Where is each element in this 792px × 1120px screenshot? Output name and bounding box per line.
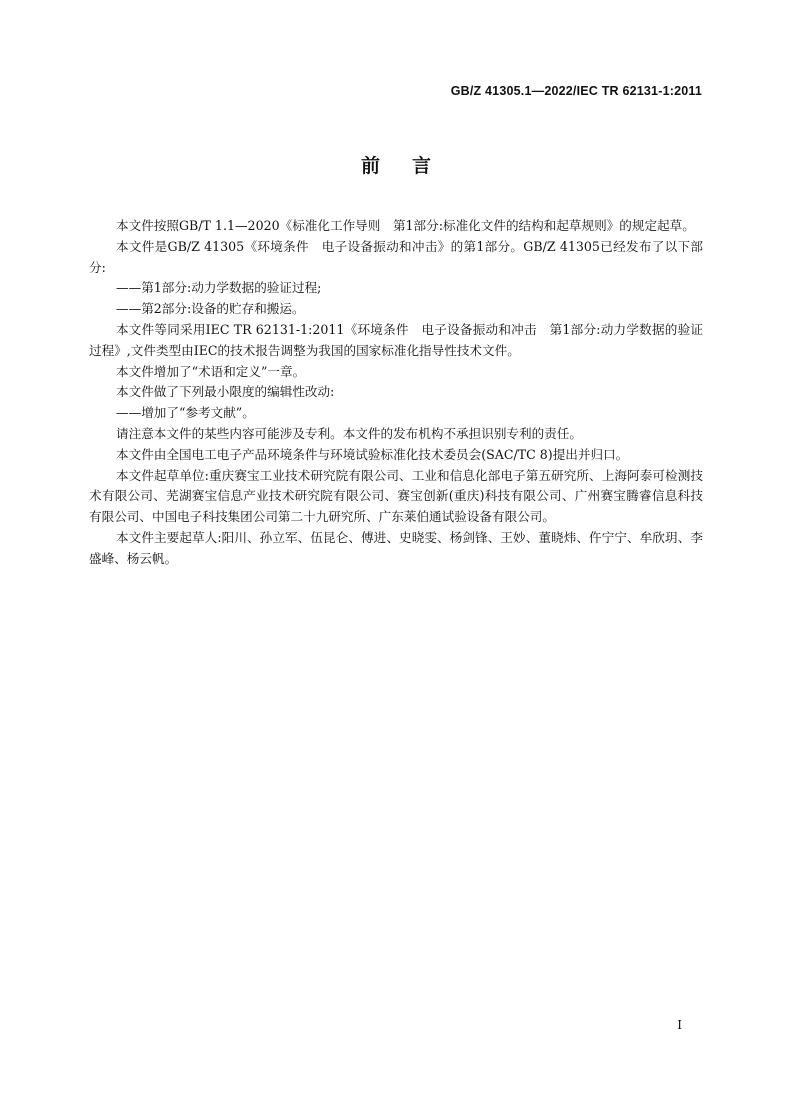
paragraph-adoption: 本文件等同采用IEC TR 62131-1:2011《环境条件 电子设备振动和冲击 第1部分:动力学数据的验证过程》,文件类型由IEC的技术报告调整为我国的国家标准化指导性技术文件。 <box>89 321 703 358</box>
paragraph-patent-notice: 请注意本文件的某些内容可能涉及专利。本文件的发布机构不承担识别专利的责任。 <box>116 425 582 441</box>
paragraph-editorial-changes: 本文件做了下列最小限度的编辑性改动: <box>116 384 335 400</box>
page-number: I <box>677 1018 682 1032</box>
paragraph-drafters: 本文件主要起草人:阳川、孙立军、伍昆仑、傅进、史晓雯、杨剑锋、王妙、董晓炜、仵宁宁、牟欣玥、李盛峰、杨云帆。 <box>89 529 703 566</box>
paragraph-proposer: 本文件由全国电工电子产品环境条件与环境试验标准化技术委员会(SAC/TC 8)提出并归口。 <box>116 446 629 462</box>
paragraph-series-parts: 本文件是GB/Z 41305《环境条件 电子设备振动和冲击》的第1部分。GB/Z 41305已经发布了以下部分: <box>89 238 703 275</box>
list-item-bibliography: ——增加了“参考文献”。 <box>116 405 255 421</box>
list-item-part-1: ——第1部分:动力学数据的验证过程; <box>116 280 322 296</box>
paragraph-added-chapter: 本文件增加了“术语和定义”一章。 <box>116 363 306 379</box>
paragraph-drafting-rules: 本文件按照GB/T 1.1—2020《标准化工作导则 第1部分:标准化文件的结构和起草规则》的规定起草。 <box>116 218 695 233</box>
foreword-body <box>89 216 703 570</box>
list-item-part-2: ——第2部分:设备的贮存和搬运。 <box>116 301 305 317</box>
standard-code: GB/Z 41305.1—2022/IEC TR 62131-1:2011 <box>450 84 702 98</box>
paragraph-drafting-units: 本文件起草单位:重庆赛宝工业技术研究院有限公司、工业和信息化部电子第五研究所、上海阿泰可检测技术有限公司、芜湖赛宝信息产业技术研究院有限公司、赛宝创新(重庆)科技有限公司、广州赛宝腾睿信息科技有限公司、中国电子科技集团公司第二十九研究所、广东莱伯通试验设备有限公司。 <box>89 467 703 525</box>
page-title: 前言 <box>360 155 463 177</box>
